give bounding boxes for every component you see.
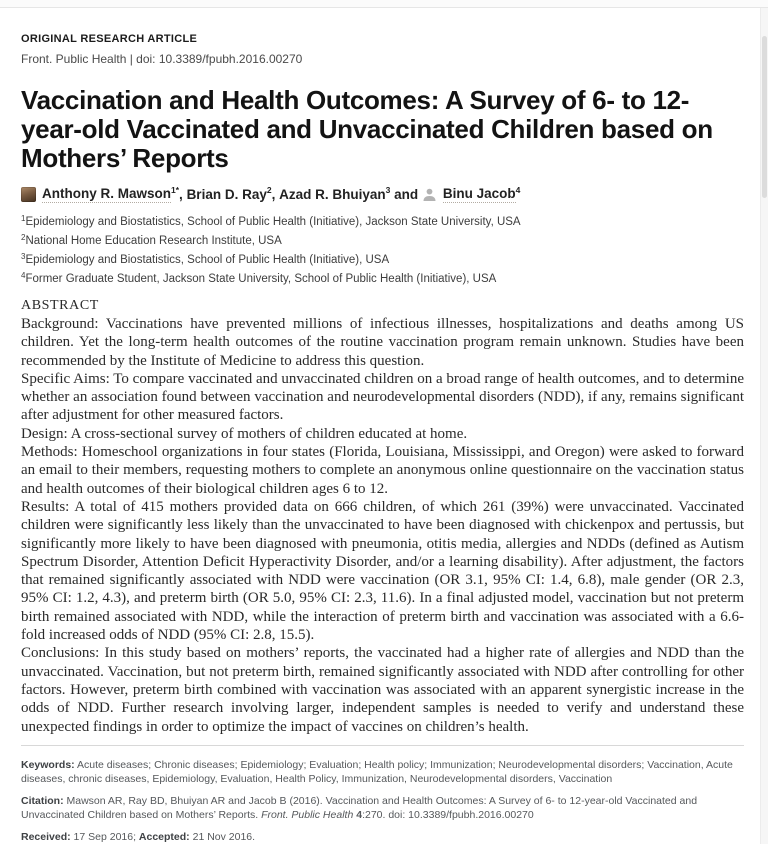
abstract-paragraph: Methods: Homeschool organizations in four states (Florida, Louisiana, Mississippi, and Oregon) were asked to forward an email to their members, requesting mothers to complete an anonymous online questionnaire on the vaccination status and health outcomes of their biological children ages 6 to 12.	[21, 444, 744, 497]
author-separator: ,	[179, 187, 187, 202]
affiliation-superscript: 3	[21, 252, 26, 261]
section-divider	[21, 745, 744, 746]
article-type-label: ORIGINAL RESEARCH ARTICLE	[21, 33, 198, 45]
abstract-paragraph: Conclusions: In this study based on mothers’ reports, the vaccinated had a higher rate of allergies and NDD than the unvaccinated. Vaccination, but not preterm birth, remained significantly associated with NDD after controlling for other factors. However, preterm birth combined with vaccination was associated with an apparent synergistic increase in the odds of NDD. Further research involving larger, independent samples is needed to verify and understand these unexpected findings in order to optimize the impact of vaccines on children’s health.	[21, 645, 744, 735]
citation-journal-name: Front. Public Health	[261, 808, 354, 821]
affiliation-text: Epidemiology and Biostatistics, School of Public Health (Initiative), USA	[25, 254, 390, 266]
affiliation-superscript: 1	[21, 214, 26, 223]
accepted-date: 21 Nov 2016.	[189, 830, 256, 843]
affiliation-text: Epidemiology and Biostatistics, School of Public Health (Initiative), Jackson State University, USA	[25, 216, 521, 228]
abstract-body	[21, 315, 744, 736]
author-link[interactable]: Brian D. Ray	[186, 187, 267, 202]
affiliation-text: National Home Education Research Institute, USA	[25, 235, 282, 247]
affiliation-superscript: 4	[21, 271, 26, 280]
affiliation-row	[21, 213, 744, 232]
author-affiliation-superscript: 3	[385, 185, 391, 195]
citation-label: Citation:	[21, 794, 64, 807]
citation-line	[21, 794, 744, 822]
person-icon	[422, 187, 437, 202]
received-accepted-line	[21, 830, 744, 844]
author-affiliation-superscript: 1*	[171, 185, 180, 195]
keywords-label: Keywords:	[21, 758, 75, 771]
author-avatar	[21, 187, 36, 202]
citation-doi: :270. doi: 10.3389/fpubh.2016.00270	[362, 808, 534, 821]
page-title: Vaccination and Health Outcomes: A Survey of 6- to 12-year-old Vaccinated and Unvaccinated Children based on Mothers’ Reports	[21, 85, 713, 173]
abstract-section	[21, 296, 744, 736]
author-link[interactable]: Binu Jacob	[442, 186, 516, 201]
author-affiliation-superscript: 4	[515, 185, 521, 195]
keywords-text: Acute diseases; Chronic diseases; Epidemiology; Evaluation; Health policy; Immunization; Neurodevelopmental disorders; Vaccination, Acute diseases, chronic diseases, Epidemiology, Evaluation, Health Policy, Immunization, Neurodevelopmental disorders, Vaccination	[21, 758, 733, 785]
browser-top-edge	[0, 0, 768, 8]
affiliation-text: Former Graduate Student, Jackson State University, School of Public Health (Initiative), USA	[25, 273, 497, 285]
author-link[interactable]: Azad R. Bhuiyan	[279, 187, 386, 202]
received-date: 17 Sep 2016;	[70, 830, 139, 843]
scrollbar[interactable]	[760, 8, 768, 844]
article-page	[0, 33, 768, 844]
author-link[interactable]: Anthony R. Mawson	[42, 186, 171, 201]
accepted-label: Accepted:	[138, 830, 190, 843]
author-separator: ,	[271, 187, 280, 202]
affiliation-superscript: 2	[21, 233, 26, 242]
affiliation-row	[21, 270, 744, 289]
affiliation-row	[21, 251, 744, 270]
abstract-paragraph: Specific Aims: To compare vaccinated and unvaccinated children on a broad range of health outcomes, and to determine whether an association found between vaccination and neurodevelopmental disorders (NDD), if any, remains significant after adjustment for other measured factors.	[21, 370, 744, 424]
keywords-line	[21, 758, 744, 786]
affiliations-list	[21, 213, 744, 289]
abstract-heading: ABSTRACT	[21, 298, 99, 313]
journal-doi-line: Front. Public Health | doi: 10.3389/fpubh.2016.00270	[21, 52, 303, 66]
abstract-paragraph: Results: A total of 415 mothers provided data on 666 children, of which 261 (39%) were unvaccinated. Vaccinated children were significantly less likely than the unvaccinated to have been diagnosed with chickenpox and pertussis, but significantly more likely to have been diagnosed with pneumonia, otitis media, allergies and NDDs (defined as Autism Spectrum Disorder, Attention Deficit Hyperactivity Disorder, and/or a learning disability). After adjustment, the factors that remained significantly associated with NDD were vaccination (OR 3.1, 95% CI: 1.4, 6.8), male gender (OR 2.3, 95% CI: 1.2, 4.3), and preterm birth (OR 5.0, 95% CI: 2.3, 11.6). In a final adjusted model, vaccination but not preterm birth remained associated with NDD, while the interaction of preterm birth and vaccination was associated with a 6.6-fold increased odds of NDD (95% CI: 2.8, 15.5).	[21, 498, 744, 644]
authors-line	[21, 186, 744, 203]
scrollbar-thumb[interactable]	[762, 36, 767, 198]
author-affiliation-superscript: 2	[266, 185, 272, 195]
author-separator: and	[390, 187, 422, 202]
citation-volume: 4	[353, 808, 363, 821]
abstract-paragraph: Background: Vaccinations have prevented millions of infectious illnesses, hospitalizations and deaths among US children. Yet the long-term health outcomes of the routine vaccination program remain unknown. Studies have been recommended by the Institute of Medicine to address this question.	[21, 316, 744, 369]
citation-text: Mawson AR, Ray BD, Bhuiyan AR and Jacob B (2016). Vaccination and Health Outcomes: A Survey of 6- to 12-year-old Vaccinated and Unvaccinated Children based on Mothers’ Reports.	[21, 794, 698, 821]
affiliation-row	[21, 232, 744, 251]
received-label: Received:	[21, 830, 71, 843]
abstract-paragraph: Design: A cross-sectional survey of mothers of children educated at home.	[21, 425, 468, 442]
